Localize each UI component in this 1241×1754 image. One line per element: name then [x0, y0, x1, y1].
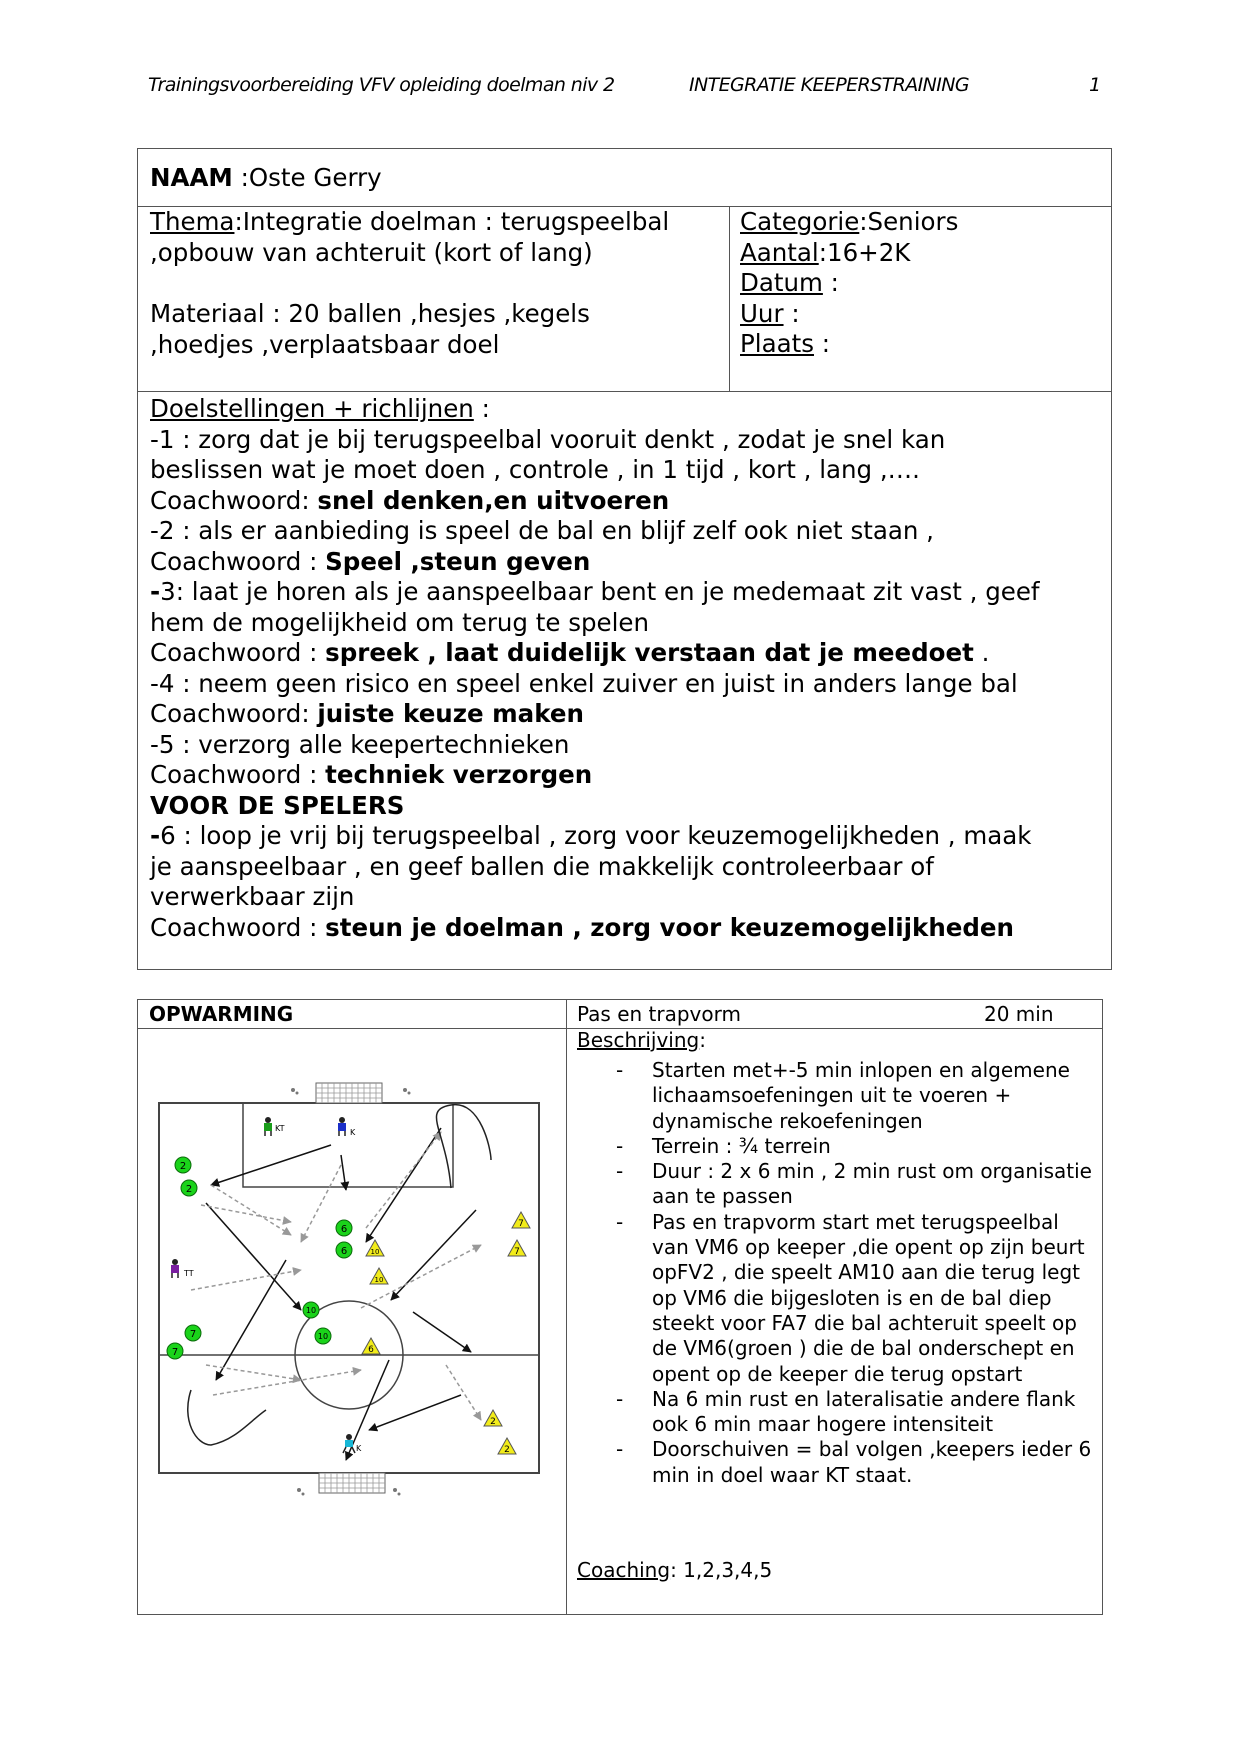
doel-line-7: -5 : verzorg alle keepertechnieken	[150, 729, 570, 759]
keeper-bottom-label: K	[356, 1444, 362, 1453]
yellow-player-label: 6	[368, 1345, 374, 1355]
green-player-label: 10	[317, 1332, 329, 1341]
opwarming-column-divider	[566, 1000, 567, 1614]
bold-dash: -	[150, 821, 161, 850]
doelstellingen-cell	[150, 394, 1100, 943]
thema-value-1: :Integratie doelman : terugspeelbal	[234, 207, 670, 236]
voor-de-spelers-heading	[150, 791, 1100, 822]
plaats-value: :	[813, 329, 831, 358]
doel-line-5: hem de mogelijkheid om terug te spelen	[150, 607, 650, 637]
coachwoord-2	[150, 547, 1100, 578]
naam-label: NAAM	[150, 163, 233, 192]
coachwoord-text: steun je doelman , zorg voor keuzemogelijkheden	[325, 912, 1014, 942]
categorie-value: :Seniors	[859, 207, 959, 236]
doel-line-6: -4 : neem geen risico en speel enkel zuiver en juist in anders lange bal	[150, 668, 1018, 698]
thema-label: Thema	[150, 207, 235, 236]
yellow-player-label: 10	[374, 1276, 384, 1284]
doel-line-8-text: 6 : loop je vrij bij terugspeelbal , zorg voor keuzemogelijkheden , maak	[160, 821, 1032, 850]
uur-value: :	[783, 298, 800, 328]
staff-and-keepers	[171, 1117, 362, 1453]
training-field-diagram	[138, 1029, 566, 1615]
doel-line-3: -2 : als er aanbieding is speel de bal en blijf zelf ook niet staan ,	[150, 516, 934, 545]
coachwoord-text: Speel ,steun geven	[325, 546, 591, 576]
coachwoord-1	[150, 486, 1100, 517]
green-player-label: 6	[340, 1246, 348, 1257]
doel-line-2: beslissen wat je moet doen , controle , in 1 tijd , kort , lang ,….	[150, 455, 920, 484]
pass-arrows	[206, 1128, 476, 1460]
coaching-label: Coaching	[577, 1558, 671, 1582]
datum-label: Datum	[740, 268, 823, 297]
opwarming-title: OPWARMING	[149, 1002, 294, 1026]
keeper-trainer-top-label: KT	[275, 1124, 285, 1133]
doelstellingen-title-suffix: :	[473, 394, 490, 423]
beschrijving-item: - Terrein : ¾ terrein	[578, 1134, 1098, 1159]
coachwoord-prefix: Coachwoord:	[150, 485, 318, 515]
header-document-title: Trainingsvoorbereiding VFV opleiding doelman niv 2	[148, 74, 615, 96]
beschrijving-list-wrap	[578, 1058, 1098, 1488]
coachwoord-prefix: Coachwoord:	[150, 699, 318, 728]
yellow-player-label: 2	[504, 1445, 510, 1455]
thema-column-divider	[729, 206, 730, 391]
header-section-title: INTEGRATIE KEEPERSTRAINING	[689, 74, 969, 96]
coaching-line	[577, 1558, 772, 1582]
page-number: 1	[1089, 74, 1101, 96]
curved-run-right	[436, 1105, 491, 1188]
thema-cell	[150, 207, 725, 360]
doel-line-9: je aanspeelbaar , en geef ballen die makkelijk controleerbaar of	[150, 851, 934, 881]
voor-de-spelers-text: VOOR DE SPELERS	[150, 790, 405, 820]
beschrijving-list	[578, 1058, 1098, 1488]
coachwoord-6	[150, 913, 1100, 944]
run-arrows	[191, 1132, 481, 1420]
doel-line-4	[150, 577, 1100, 608]
aantal-label: Aantal	[740, 237, 819, 267]
beschrijving-item: - Pas en trapvorm start met terugspeelbal van VM6 op keeper ,die opent op zijn beurt opFV2 , die speelt AM10 aan die terug legt op VM6 die bijgesloten is en de bal diep steekt voor FA7 die bal achteruit speelt op de VM6(groen ) die de bal onderschept en opent op de keeper die terug opstart	[578, 1210, 1098, 1387]
naam-cell	[150, 163, 382, 194]
thema-row	[138, 206, 1111, 392]
doelstellingen-title: Doelstellingen + richlijnen	[150, 394, 474, 423]
green-player-label: 7	[189, 1329, 197, 1340]
coachwoord-text: juiste keuze maken	[317, 699, 584, 728]
green-player-label: 2	[179, 1161, 187, 1172]
plaats-label: Plaats	[740, 329, 814, 358]
penalty-box	[243, 1103, 453, 1187]
duur-label: 20 min	[984, 1002, 1054, 1026]
green-player-label: 10	[305, 1306, 317, 1315]
coachwoord-suffix: .	[973, 638, 990, 667]
coachwoord-prefix: Coachwoord :	[150, 546, 326, 576]
yellow-player-label: 7	[514, 1247, 520, 1257]
materiaal-line-1: Materiaal : 20 ballen ,hesjes ,kegels	[150, 299, 590, 328]
uur-label: Uur	[740, 298, 784, 328]
naam-row	[138, 149, 1111, 207]
coachwoord-text: techniek verzorgen	[325, 760, 593, 789]
yellow-player-label: 2	[490, 1417, 496, 1427]
keeper-trainer-top-icon	[264, 1117, 272, 1136]
thema-value-2: ,opbouw van achteruit (kort of lang)	[150, 237, 593, 267]
coachwoord-prefix: Coachwoord :	[150, 760, 326, 789]
training-info-table	[137, 148, 1112, 970]
coachwoord-4	[150, 699, 1100, 730]
keeper-top-icon	[338, 1117, 346, 1136]
beschrijving-item: - Na 6 min rust en lateralisatie andere flank ook 6 min maar hogere intensiteit	[578, 1387, 1098, 1438]
green-player-label: 6	[340, 1224, 348, 1235]
meta-cell	[740, 207, 958, 360]
doel-line-10: verwerkbaar zijn	[150, 882, 355, 911]
coachwoord-3	[150, 638, 1100, 669]
categorie-label: Categorie	[740, 207, 860, 236]
trainer-icon	[171, 1259, 179, 1278]
datum-value: :	[822, 268, 839, 297]
beschrijving-item: - Doorschuiven = bal volgen ,keepers ieder 6 min in doel waar KT staat.	[578, 1437, 1098, 1488]
beschrijving-item: - Starten met+-5 min inlopen en algemene lichaamsoefeningen uit te voeren + dynamische rekoefeningen	[578, 1058, 1098, 1134]
oefenvorm-label: Pas en trapvorm	[577, 1002, 741, 1026]
coaching-value: : 1,2,3,4,5	[670, 1558, 773, 1582]
yellow-player-label: 10	[370, 1248, 380, 1256]
coachwoord-text: spreek , laat duidelijk verstaan dat je meedoet	[325, 638, 974, 667]
doel-line-4-text: 3: laat je horen als je aanspeelbaar bent en je medemaat zit vast , geef	[160, 577, 1040, 606]
aantal-value: :16+2K	[818, 237, 911, 267]
curved-run-left	[188, 1390, 266, 1445]
doel-line-1: -1 : zorg dat je bij terugspeelbal vooruit denkt , zodat je snel kan	[150, 424, 946, 454]
opwarming-table	[137, 999, 1103, 1615]
coachwoord-prefix: Coachwoord :	[150, 638, 326, 667]
bold-dash: -	[150, 577, 161, 606]
materiaal-line-2: ,hoedjes ,verplaatsbaar doel	[150, 329, 500, 359]
beschrijving-label: Beschrijving	[577, 1028, 700, 1052]
beschrijving-colon: :	[699, 1028, 706, 1052]
trainer-label: TT	[184, 1269, 194, 1278]
coachwoord-5	[150, 760, 1100, 791]
green-player-label: 2	[185, 1184, 193, 1195]
coachwoord-prefix: Coachwoord :	[150, 912, 326, 942]
yellow-players	[362, 1212, 530, 1455]
doel-line-8	[150, 821, 1100, 852]
yellow-player-label: 7	[518, 1219, 524, 1229]
green-player-label: 7	[171, 1347, 179, 1358]
coachwoord-text: snel denken,en uitvoeren	[317, 485, 670, 515]
keeper-top-label: K	[350, 1128, 356, 1137]
beschrijving-item: - Duur : 2 x 6 min , 2 min rust om organisatie aan te passen	[578, 1159, 1098, 1210]
naam-value: :Oste Gerry	[240, 163, 382, 192]
field-outline	[159, 1103, 539, 1473]
beschrijving-heading	[577, 1028, 706, 1053]
